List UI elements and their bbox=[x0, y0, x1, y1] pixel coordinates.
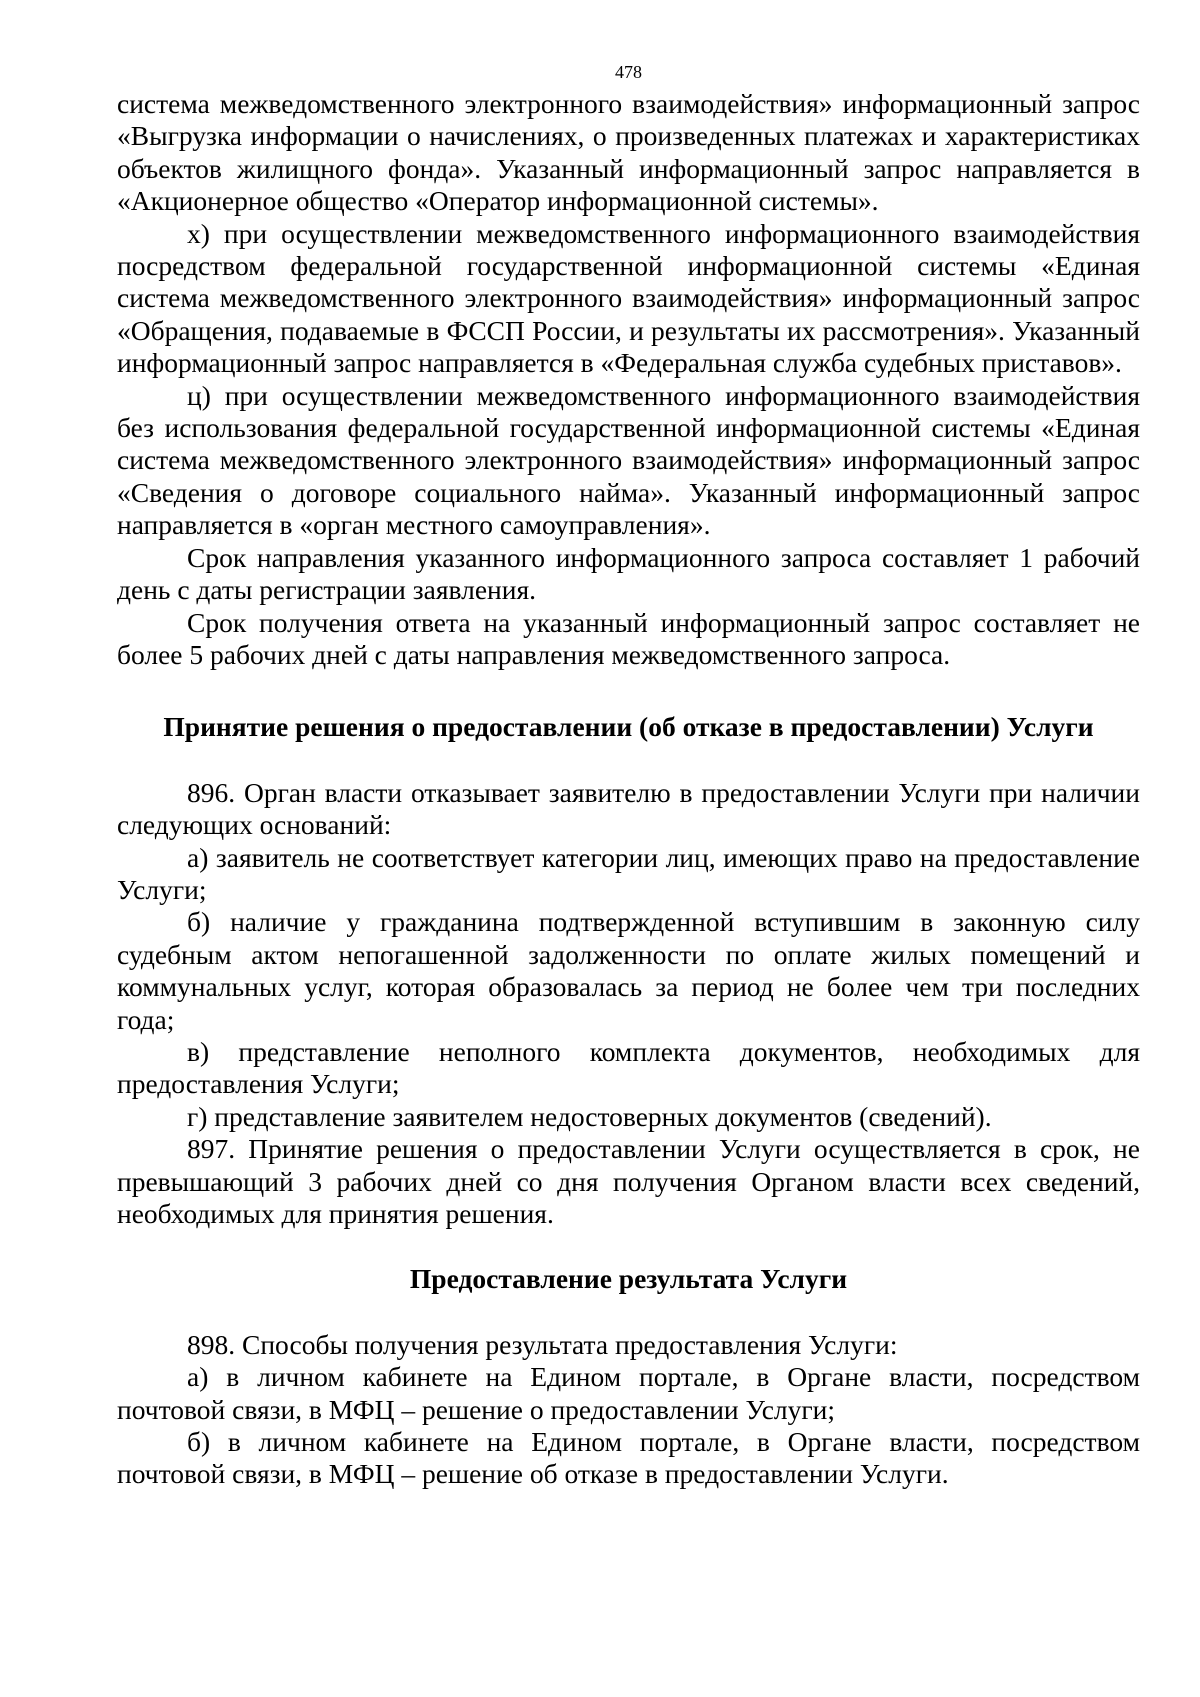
paragraph-896: 896. Орган власти отказывает заявителю в предоставлении Услуги при наличии следующих оснований: bbox=[117, 776, 1140, 841]
section-title-result: Предоставление результата Услуги bbox=[409, 1263, 848, 1295]
paragraph-item-ts: ц) при осуществлении межведомственного информационного взаимодействия без использования федеральной государственной информационной системы «Единая система межведомственного электронного взаимодействия» информационный запрос «Сведения о договоре социального найма». Указанный информационный запрос направляется в «орган местного самоуправления». bbox=[117, 379, 1140, 541]
paragraph-896-a: а) заявитель не соответствует категории лиц, имеющих право на предоставление Услуги; bbox=[117, 841, 1140, 905]
paragraph-item-x: х) при осуществлении межведомственного информационного взаимодействия посредством федеральной государственной информационной системы «Единая система межведомственного электронного взаимодействия» информационный запрос «Обращения, подаваемые в ФССП России, и результаты их рассмотрения». Указанный информационный запрос направляется в «Федеральная служба судебных приставов». bbox=[117, 217, 1140, 379]
section-decision-body bbox=[117, 777, 1140, 1231]
paragraph-898-a: а) в личном кабинете на Едином портале, в Органе власти, посредством почтовой связи, в МФЦ – решение о предоставлении Услуги; bbox=[117, 1361, 1140, 1425]
document-page bbox=[117, 60, 1140, 1491]
paragraph-896-v: в) представление неполного комплекта документов, необходимых для предоставления Услуги; bbox=[117, 1035, 1140, 1100]
paragraph-898-b: б) в личном кабинете на Едином портале, в Органе власти, посредством почтовой связи, в МФЦ – решение об отказе в предоставлении Услуги. bbox=[117, 1426, 1140, 1490]
top-paragraphs bbox=[117, 88, 1140, 671]
paragraph-response-deadline: Срок получения ответа на указанный информационный запрос составляет не более 5 рабочих дней с даты направления межведомственного запроса. bbox=[117, 606, 1140, 670]
paragraph-897: 897. Принятие решения о предоставлении Услуги осуществляется в срок, не превышающий 3 рабочих дней со дня получения Органом власти всех сведений, необходимых для принятия решения. bbox=[117, 1133, 1140, 1229]
paragraph-896-b: б) наличие у гражданина подтвержденной вступившим в законную силу судебным актом непогашенной задолженности по оплате жилых помещений и коммунальных услуг, которая образовалась за период не более чем три последних года; bbox=[117, 906, 1140, 1035]
paragraph-request-deadline: Срок направления указанного информационного запроса составляет 1 рабочий день с даты регистрации заявления. bbox=[117, 541, 1140, 606]
page-number: 478 bbox=[615, 62, 642, 82]
paragraph-898: 898. Способы получения результата предоставления Услуги: bbox=[187, 1328, 898, 1360]
paragraph: система межведомственного электронного взаимодействия» информационный запрос «Выгрузка информации о начислениях, о произведенных платежах и характеристиках объектов жилищного фонда». Указанный информационный запрос направляется в «Акционерное общество «Оператор информационной системы». bbox=[117, 88, 1140, 217]
paragraph-896-g: г) представление заявителем недостоверных документов (сведений). bbox=[187, 1100, 992, 1132]
section-result-body bbox=[117, 1329, 1140, 1491]
section-title-decision: Принятие решения о предоставлении (об отказе в предоставлении) Услуги bbox=[163, 711, 1094, 743]
